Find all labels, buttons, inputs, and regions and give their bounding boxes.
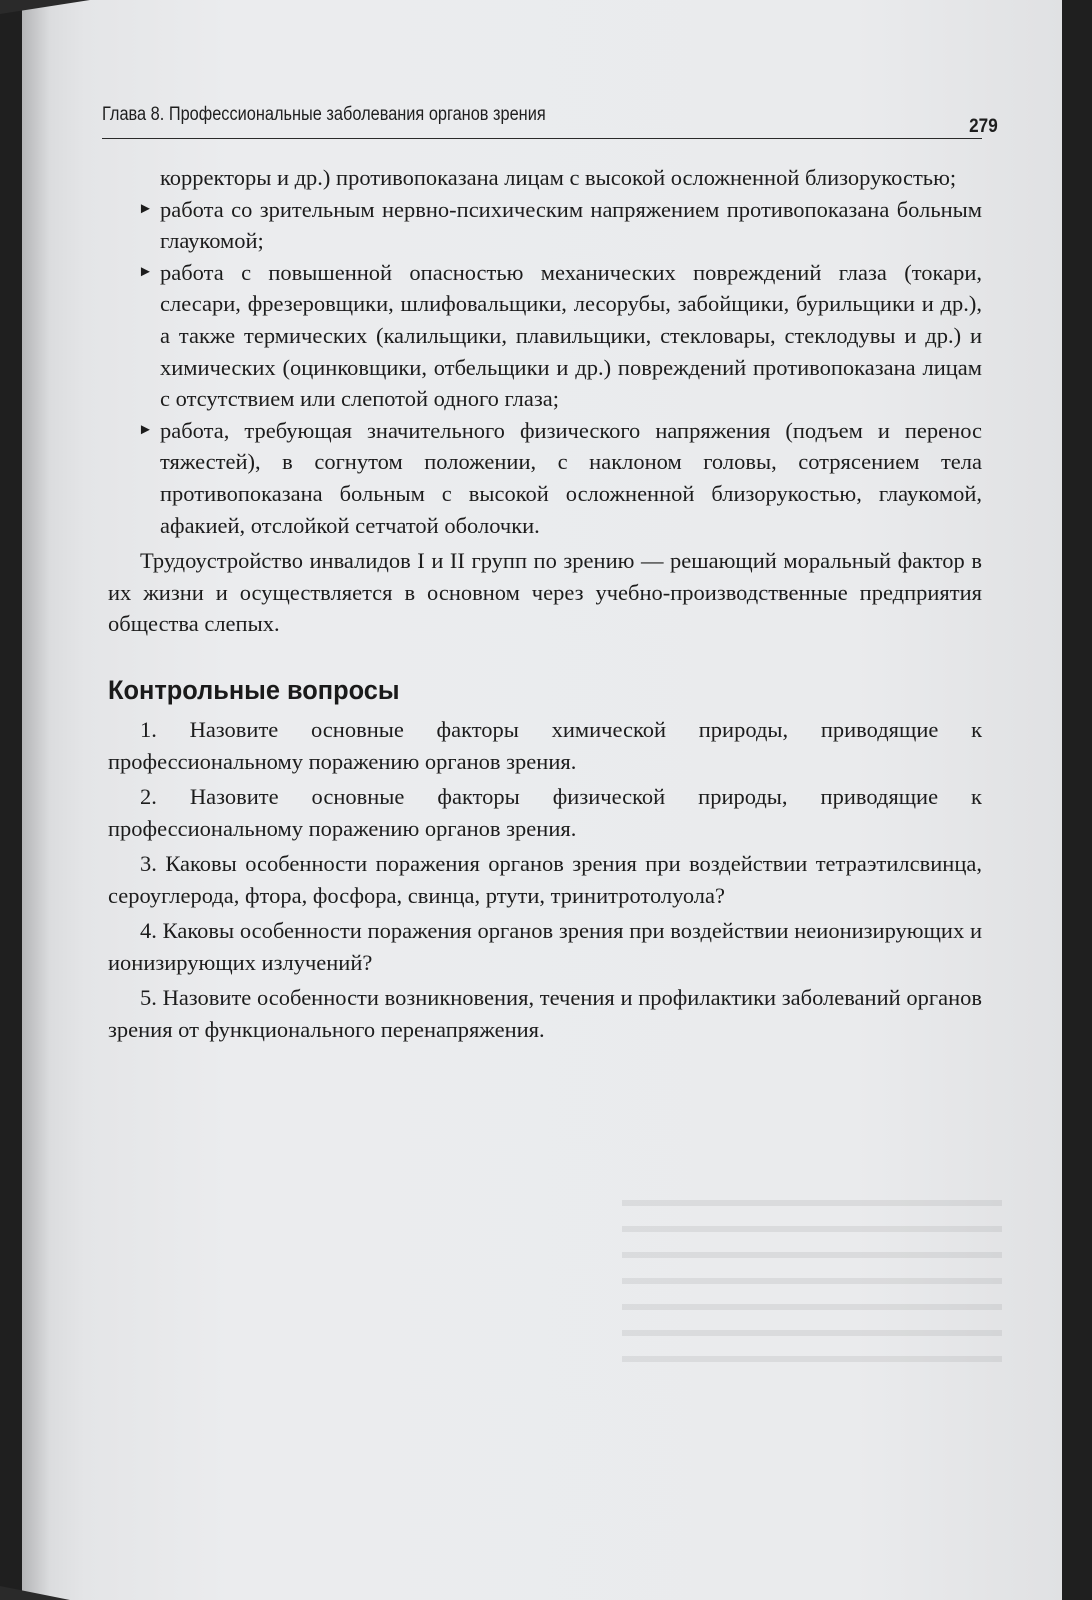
- triangle-bullet-icon: ►: [138, 200, 153, 217]
- running-title: Глава 8. Профессиональные заболевания органов зрения: [102, 104, 546, 125]
- page-header: [102, 104, 998, 150]
- header-rule: [102, 138, 982, 139]
- question-item: 3. Каковы особенности поражения органов зрения при воздействии тетраэтилсвинца, сероуглерода, фтора, фосфора, свинца, ртути, тринитротолуола?: [108, 850, 982, 909]
- page-corner-bottom: [0, 1586, 70, 1600]
- page-corner-top: [0, 0, 90, 14]
- list-item: [108, 415, 982, 541]
- page-body: [108, 162, 982, 1049]
- question-item: 1. Назовите основные факторы химической природы, приводящие к профессиональному поражению органов зрения.: [108, 716, 982, 775]
- list-item-text: работа с повышенной опасностью механических повреждений глаза (токари, слесари, фрезеровщики, шлифовальщики, лесорубы, забойщики, бурильщики и др.), а также термических (калильщики, плавильщики, стекловары, стеклодувы и др.) и химических (оцинковщики, отбельщики и др.) повреждений противопоказана лицам с отсутствием или слепотой одного глаза;: [160, 259, 982, 412]
- bullet-list: [108, 194, 982, 542]
- list-item-text: работа, требующая значительного физического напряжения (подъем и перенос тяжестей), в согнутом положении, с наклоном головы, сотрясением тела противопоказана больным с высокой осложненной близорукостью, глаукомой, афакией, отслойкой сетчатой оболочки.: [160, 417, 982, 538]
- question-item: 5. Назовите особенности возникновения, течения и профилактики заболеваний органов зрения от функционального перенапряжения.: [108, 984, 982, 1043]
- triangle-bullet-icon: ►: [138, 263, 153, 280]
- body-paragraph: Трудоустройство инвалидов I и II групп по зрению — решающий моральный фактор в их жизни и осуществляется в основном через учебно-производственные предприятия общества слепых.: [108, 548, 982, 637]
- triangle-bullet-icon: ►: [138, 421, 153, 438]
- list-item-text: работа со зрительным нервно-психическим напряжением противопоказана больным глаукомой;: [160, 196, 982, 254]
- question-item: 4. Каковы особенности поражения органов зрения при воздействии неионизирующих и ионизирующих излучений?: [108, 917, 982, 976]
- page-number: 279: [969, 116, 998, 137]
- question-item: 2. Назовите основные факторы физической природы, приводящие к профессиональному поражению органов зрения.: [108, 783, 982, 842]
- book-page: [22, 0, 1062, 1600]
- list-item: [108, 194, 982, 257]
- list-item: [108, 257, 982, 415]
- binding-shadow: [22, 0, 50, 1600]
- bullet-continuation: корректоры и др.) противопоказана лицам с высокой осложненной близорукостью;: [160, 165, 957, 190]
- show-through-texture: [622, 1180, 1002, 1430]
- section-heading: Контрольные вопросы: [108, 674, 400, 705]
